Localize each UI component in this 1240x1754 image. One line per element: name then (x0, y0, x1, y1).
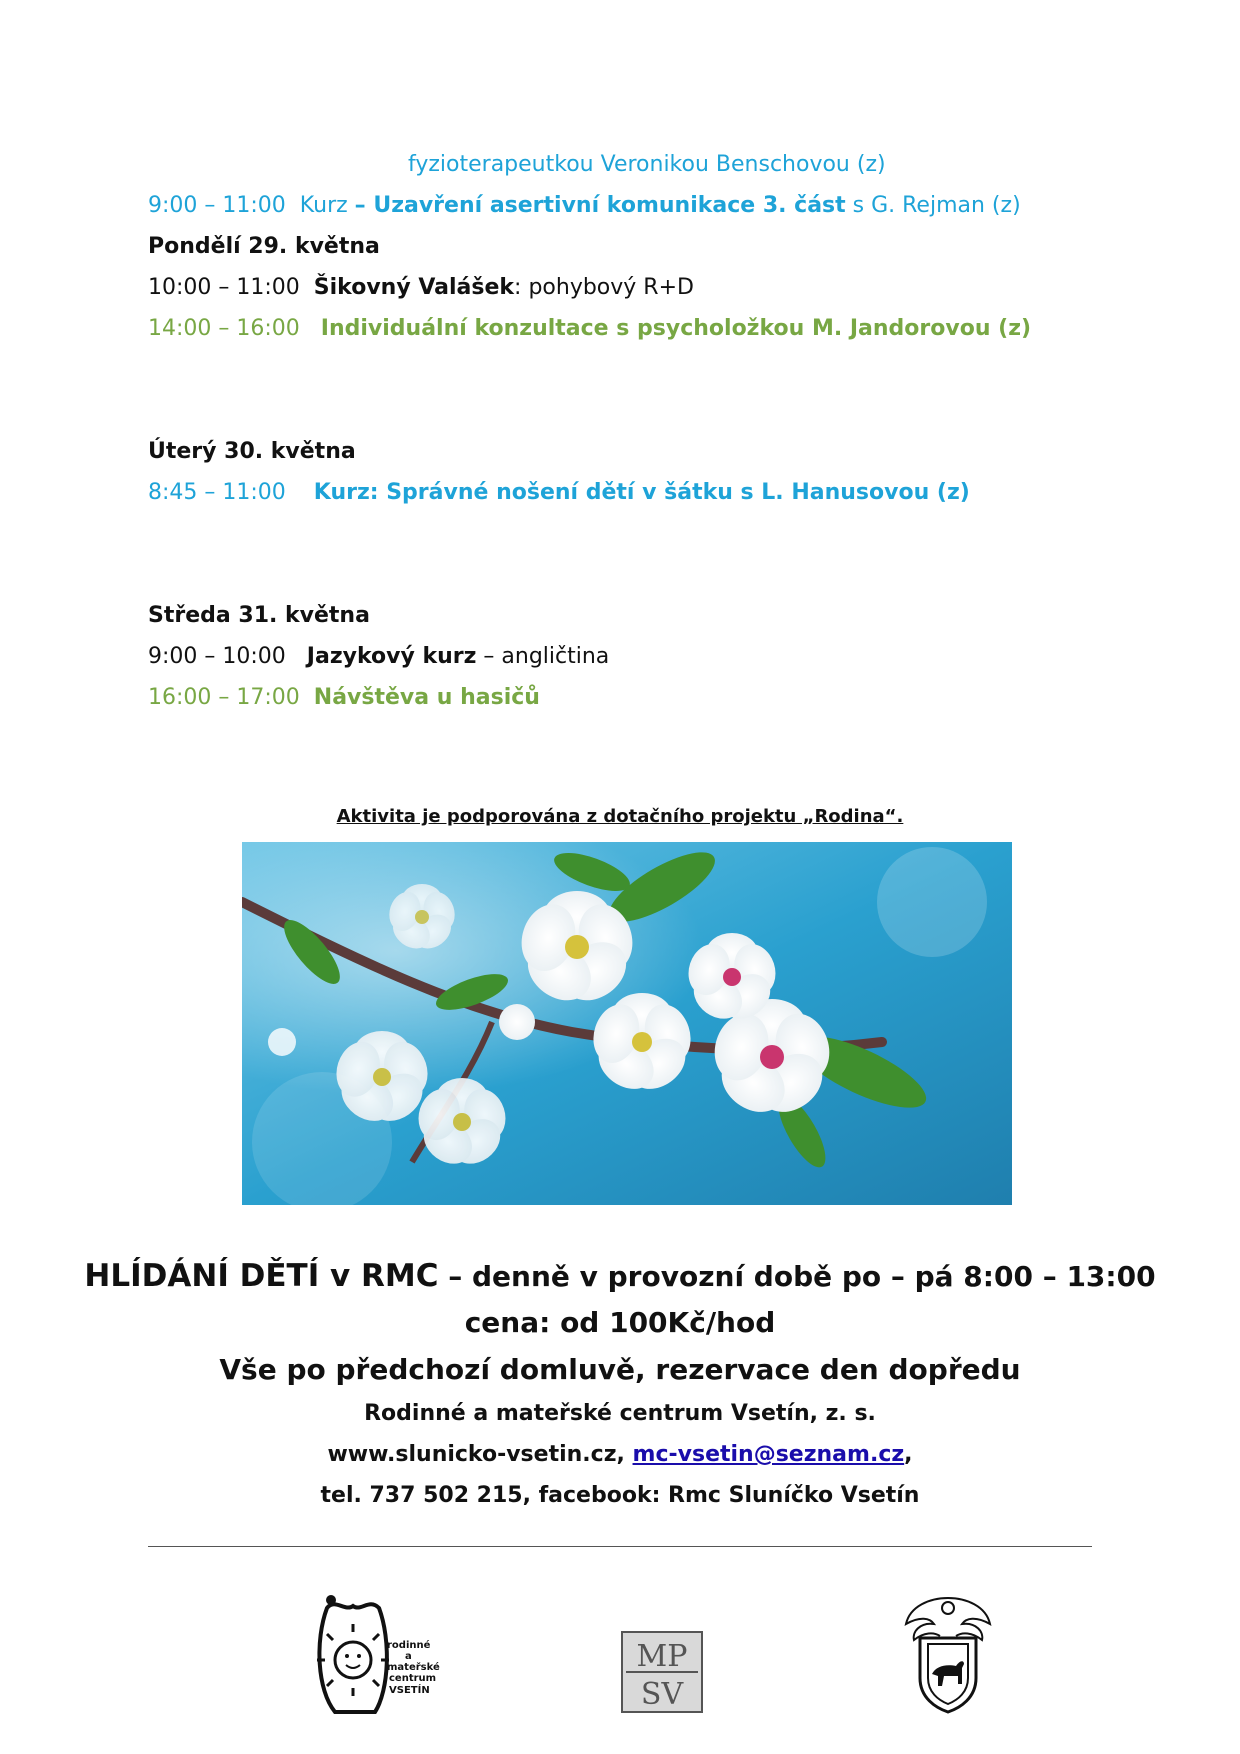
schedule-row-5 (148, 642, 609, 672)
mpsv-top: MP (636, 1639, 688, 1674)
schedule-row-1 (148, 191, 1021, 221)
row-suffix: s G. Rejman (z) (845, 193, 1021, 218)
mpsv-bottom: SV (640, 1677, 684, 1712)
mpsv-logo-icon (620, 1630, 704, 1714)
separator: , (616, 1442, 633, 1467)
continuation-line: fyzioterapeutkou Veronikou Benschovou (z) (408, 152, 886, 177)
babysitting-hours: – denně v provozní době po – pá 8:00 – 13:00 (438, 1260, 1156, 1293)
event-title: – Uzavření asertivní komunikace 3. část (354, 193, 846, 218)
event-title: Kurz: Správné nošení dětí v šátku s L. Hanusovou (z) (313, 480, 970, 505)
day-heading-wednesday: Středa 31. května (148, 603, 370, 628)
babysitting-booking: Vše po předchozí domluvě, rezervace den dopředu (219, 1353, 1021, 1386)
rmc-logo-line-2: a (405, 1651, 412, 1662)
babysitting-heading (0, 1256, 1240, 1297)
trailing-comma: , (904, 1442, 913, 1467)
time: 10:00 – 11:00 (148, 275, 300, 300)
babysitting-title: HLÍDÁNÍ DĚTÍ v RMC (84, 1258, 439, 1294)
email-link[interactable]: mc-vsetin@seznam.cz (632, 1442, 905, 1467)
divider (148, 1546, 1092, 1547)
time: 16:00 – 17:00 (148, 685, 300, 710)
time: 8:45 – 11:00 (148, 480, 286, 505)
schedule-row-3 (148, 314, 1031, 344)
event-title: Individuální konzultace s psycholožkou M. Jandorovou (z) (320, 316, 1032, 341)
time: 9:00 – 11:00 (148, 193, 286, 218)
event-title: Šikovný Valášek (313, 275, 515, 300)
rmc-logo-line-5: VSETÍN (389, 1685, 430, 1696)
time: 9:00 – 10:00 (148, 644, 286, 669)
rmc-logo-line-1: rodinné (387, 1640, 431, 1651)
org-name: Rodinné a mateřské centrum Vsetín, z. s. (364, 1401, 876, 1426)
support-note: Aktivita je podporována z dotačního projektu „Rodina“. (336, 806, 904, 827)
rmc-logo-line-4: centrum (389, 1673, 437, 1684)
event-title: Jazykový kurz (306, 644, 477, 669)
time: 14:00 – 16:00 (148, 316, 300, 341)
babysitting-price: cena: od 100Kč/hod (464, 1306, 776, 1339)
row-suffix: – angličtina (476, 644, 610, 669)
row-prefix: Kurz (299, 193, 355, 218)
contact-links (0, 1439, 1240, 1471)
website: www.slunicko-vsetin.cz (327, 1442, 617, 1467)
day-heading-monday: Pondělí 29. května (148, 234, 380, 259)
vsetin-coat-of-arms-icon (900, 1594, 996, 1716)
blossom-photo (242, 842, 1012, 1205)
schedule-row-6 (148, 683, 540, 713)
schedule-row-4 (148, 478, 970, 508)
phone-facebook: tel. 737 502 215, facebook: Rmc Sluníčko Vsetín (320, 1483, 920, 1508)
row-suffix: : pohybový R+D (514, 275, 694, 300)
day-heading-tuesday: Úterý 30. května (148, 439, 356, 464)
rmc-logo-line-3: mateřské (387, 1662, 440, 1673)
event-title: Návštěva u hasičů (313, 685, 540, 710)
rmc-sun-logo-icon (305, 1590, 465, 1720)
schedule-row-2 (148, 273, 694, 303)
